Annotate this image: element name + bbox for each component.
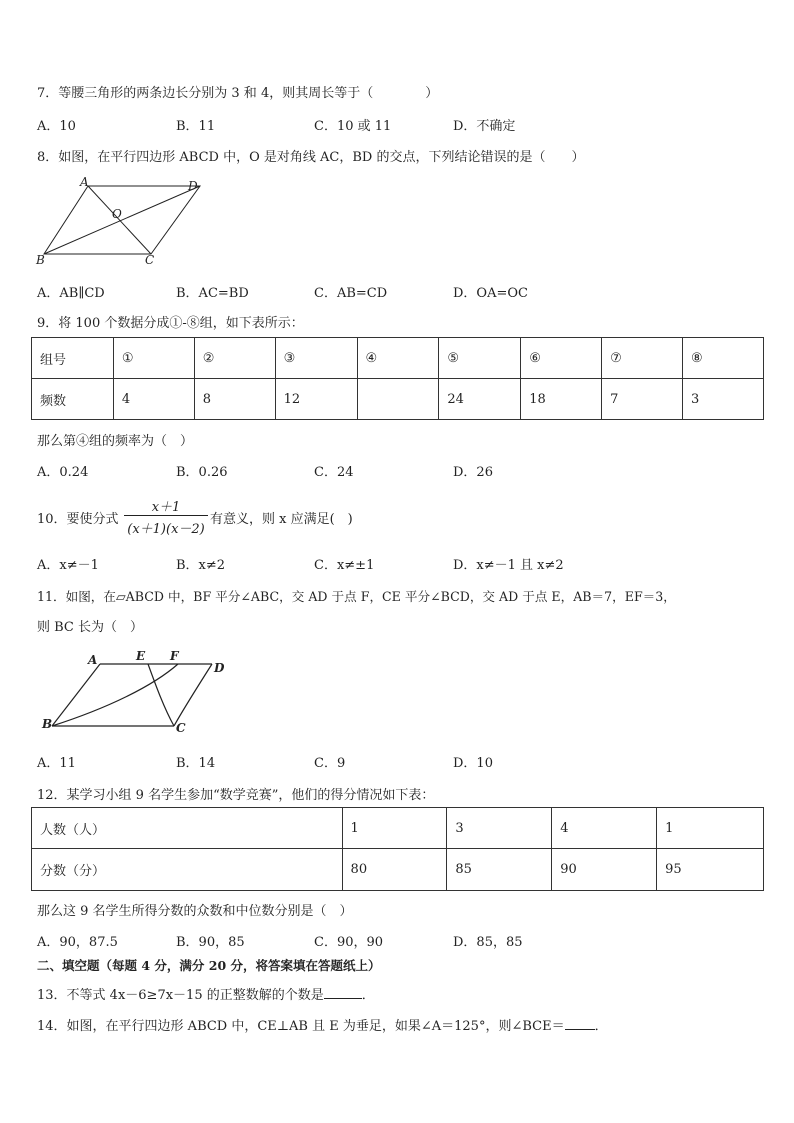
q14-answer-blank[interactable] [565, 1017, 595, 1030]
table-cell: 7 [602, 379, 683, 420]
table-cell: ⑤ [439, 338, 521, 379]
q7-stem: 7．等腰三角形的两条边长分别为 3 和 4，则其周长等于（ ） [37, 86, 439, 101]
q9-table-row-frequency [32, 379, 764, 420]
q9-frequency-table [31, 337, 764, 420]
table-cell: ④ [357, 338, 439, 379]
table-cell: 人数（人） [32, 808, 343, 849]
table-cell: 3 [683, 379, 764, 420]
q12-option-c: C．90，90 [314, 935, 384, 950]
q11-label-b: B [42, 717, 53, 731]
q8-label-a: A [80, 175, 89, 189]
q11-parallelogram-figure [38, 646, 238, 738]
q9-stem: 9．将 100 个数据分成①-⑧组，如下表所示： [37, 316, 304, 331]
q12-option-a: A．90，87.5 [37, 935, 118, 950]
q11-stem-line2: 则 BC 长为（ ） [37, 620, 144, 635]
table-cell: 1 [342, 808, 447, 849]
q12-question: 那么这 9 名学生所得分数的众数和中位数分别是（ ） [37, 904, 353, 919]
section-heading: 二、填空题（每题 4 分，满分 20 分，将答案填在答题纸上） [37, 958, 381, 973]
q9-option-c: C．24 [314, 465, 354, 480]
q13-line [37, 984, 375, 1003]
q11-label-d: D [214, 661, 225, 675]
table-cell: 分数（分） [32, 849, 343, 891]
q11-option-c: C．9 [314, 756, 346, 771]
q11-label-e: E [136, 649, 146, 663]
q8-option-a: A．AB∥CD [37, 286, 105, 301]
q10-numerator: x＋1 [151, 500, 181, 515]
table-cell: ② [194, 338, 275, 379]
q11-stem-line1: 11．如图，在▱ABCD 中，BF 平分∠ABC，交 AD 于点 F，CE 平分∠BCD，交 AD 于点 E，AB＝7，EF＝3， [37, 589, 676, 604]
table-cell: 1 [657, 808, 764, 849]
q8-option-d: D．OA=OC [453, 286, 528, 301]
q12-option-b: B．90，85 [176, 935, 245, 950]
table-cell: ① [113, 338, 194, 379]
table-cell: 组号 [32, 338, 114, 379]
table-cell: 95 [657, 849, 764, 891]
table-cell: 85 [447, 849, 552, 891]
q11-side-dc [174, 664, 212, 726]
table-cell: 24 [439, 379, 521, 420]
q10-stem-prefix: 10．要使分式 [37, 512, 119, 527]
q10-fraction-bar [124, 515, 208, 516]
q12-stem: 12．某学习小组 9 名学生参加“数学竞赛”，他们的得分情况如下表： [37, 788, 435, 803]
table-cell: ③ [275, 338, 357, 379]
q12-table-row-score [32, 849, 764, 891]
table-cell [357, 379, 439, 420]
q10-option-c: C．x≠±1 [314, 558, 375, 573]
q7-option-b: B．11 [176, 119, 216, 134]
q9-option-b: B．0.26 [176, 465, 228, 480]
table-cell: 4 [552, 808, 657, 849]
q12-score-table [31, 807, 764, 891]
q8-label-d: D [188, 179, 198, 193]
q11-option-b: B．14 [176, 756, 216, 771]
q11-label-f: F [170, 649, 179, 663]
q8-parallelogram-figure [30, 172, 220, 270]
table-cell: 3 [447, 808, 552, 849]
q8-stem: 8．如图，在平行四边形 ABCD 中，O 是对角线 AC，BD 的交点，下列结论错误的是（ ） [37, 150, 585, 165]
q12-option-d: D．85，85 [453, 935, 523, 950]
table-cell: 12 [275, 379, 357, 420]
table-cell: 18 [521, 379, 602, 420]
q8-label-b: B [36, 253, 45, 267]
q8-label-o: O [112, 207, 122, 221]
table-cell: 80 [342, 849, 447, 891]
q11-option-a: A．11 [37, 756, 76, 771]
q7-option-d: D．不确定 [453, 119, 516, 134]
q9-table-row-group [32, 338, 764, 379]
q11-label-a: A [88, 653, 98, 667]
q11-option-d: D．10 [453, 756, 493, 771]
q10-denominator: (x＋1)(x－2) [127, 522, 205, 537]
q9-option-a: A．0.24 [37, 465, 89, 480]
q12-table-row-count [32, 808, 764, 849]
q11-bisector-bf [52, 664, 178, 726]
q9-option-d: D．26 [453, 465, 493, 480]
table-cell: ⑥ [521, 338, 602, 379]
q14-line [37, 1015, 608, 1034]
q14-end: ． [594, 1019, 608, 1034]
q13-answer-blank[interactable] [324, 986, 362, 999]
q10-option-d: D．x≠－1 且 x≠2 [453, 558, 564, 573]
table-cell: 8 [194, 379, 275, 420]
q13-stem: 13．不等式 4x－6≥7x－15 的正整数解的个数是 [37, 988, 324, 1003]
q11-bisector-ce [148, 664, 174, 726]
table-cell: 4 [113, 379, 194, 420]
q8-option-b: B．AC=BD [176, 286, 249, 301]
q8-option-c: C．AB=CD [314, 286, 388, 301]
q14-stem: 14．如图，在平行四边形 ABCD 中，CE⊥AB 且 E 为垂足，如果∠A＝125°，则∠BCE＝ [37, 1019, 565, 1034]
q11-side-ab [52, 664, 100, 726]
table-cell: ⑦ [602, 338, 683, 379]
q11-label-c: C [176, 721, 186, 735]
q8-diagonal-bd [44, 186, 200, 254]
table-cell: ⑧ [683, 338, 764, 379]
q7-option-c: C．10 或 11 [314, 119, 392, 134]
q10-option-b: B．x≠2 [176, 558, 226, 573]
table-cell: 90 [552, 849, 657, 891]
q10-stem-suffix: 有意义，则 x 应满足( ) [210, 512, 353, 527]
q8-label-c: C [145, 253, 155, 267]
table-cell: 频数 [32, 379, 114, 420]
q13-end: ． [361, 988, 375, 1003]
q7-option-a: A．10 [37, 119, 76, 134]
q9-question: 那么第④组的频率为（ ） [37, 434, 194, 449]
q10-option-a: A．x≠－1 [37, 558, 99, 573]
q10-fraction [124, 496, 208, 536]
